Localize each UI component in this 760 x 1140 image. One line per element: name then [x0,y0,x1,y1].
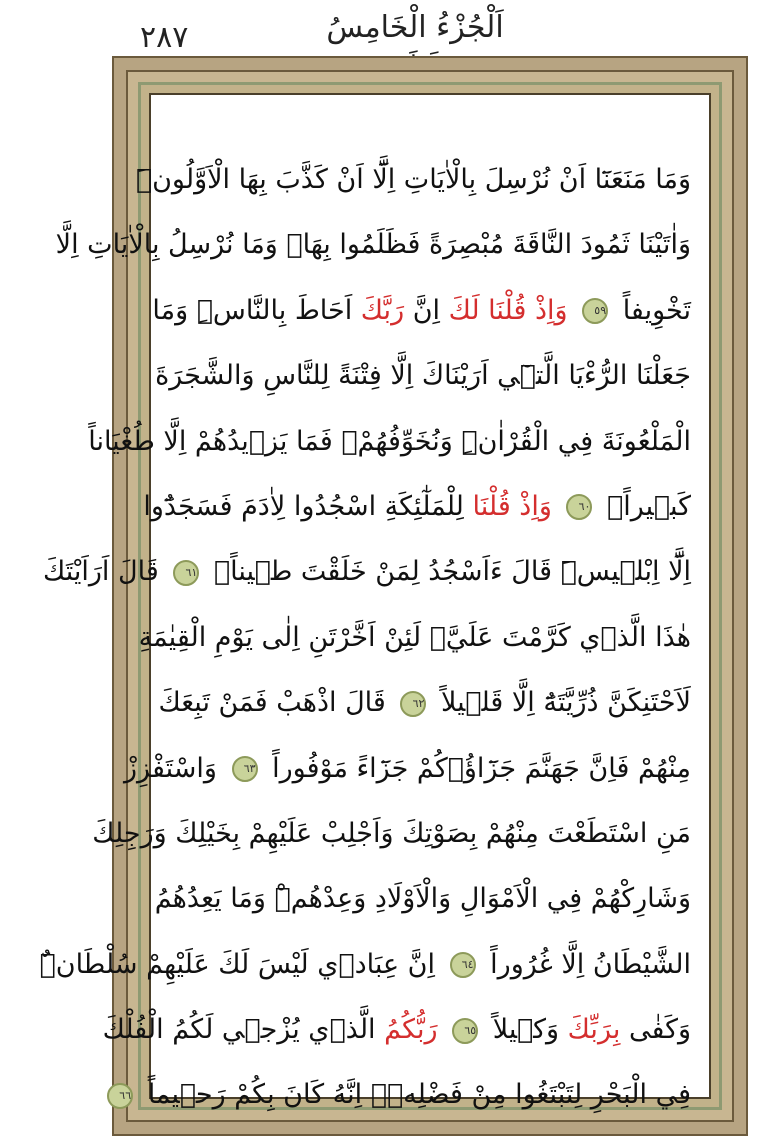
verse-text: جَعَلْنَا الرُّءْيَا الَّت۪ٓي اَرَيْنَاكَ اِلَّا فِتْنَةً لِلنَّاسِ وَالشَّجَرَةَ [155,360,691,392]
verse-text: مَنِ اسْتَطَعْتَ مِنْهُمْ بِصَوْتِكَ وَاَجْلِبْ عَلَيْهِمْ بِخَيْلِكَ وَرَجِلِكَ [92,817,691,849]
verse-text: وَكَفٰى [620,1014,691,1046]
ayah-number-marker: ٦٢ [400,691,426,717]
frame-gold-border [39,70,734,1122]
verse-lines [39,147,691,1128]
verse-text: وَشَارِكْهُمْ فِي الْاَمْوَالِ وَالْاَوْلَادِ وَعِدْهُمْۜ وَمَا يَعِدُهُمُ [154,883,691,915]
verse-text: الَّذ۪ي يُزْج۪ي لَكُمُ الْفُلْكَ [102,1014,385,1046]
verse-text: تَخْوِيفاً [614,294,691,326]
verse-line [92,801,691,866]
verse-text: الْمَلْعُونَةَ فِي الْقُرْاٰنِۜ وَنُخَوِّفُهُمْۙ فَمَا يَز۪يدُهُمْ اِلَّا طُغْيَاناً [88,425,691,457]
highlighted-text: بِرَبِّكَ [567,1014,621,1046]
verse-line [55,212,691,277]
verse-text: لَاَحْتَنِكَنَّ ذُرِّيَّتَهُٓ اِلَّا قَل۪يلاً [432,687,691,719]
page-number: ٢٨٧ [140,20,189,55]
verse-line [155,343,691,408]
highlighted-text: وَاِذْ قُلْنَا لَكَ [448,294,577,326]
verse-line [154,866,691,931]
verse-line [39,932,691,997]
verse-line [158,670,691,735]
verse-text: اِنَّ عِبَاد۪ي لَيْسَ لَكَ عَلَيْهِمْ سُلْطَانٌۜ [39,948,444,980]
verse-line [102,997,691,1062]
verse-text: مِنْهُمْ فَاِنَّ جَهَنَّمَ جَزَٓاؤُ۬كُمْ جَزَٓاءً مَوْفُوراً [263,752,691,784]
ayah-number-marker: ٦٣ [232,756,258,782]
verse-line [135,147,691,212]
verse-line [88,409,691,474]
verse-text: الشَّيْطَانُ اِلَّا غُرُوراً [481,948,691,980]
verse-line [152,278,691,343]
verse-text: وَمَا مَنَعَنَٓا اَنْ نُرْسِلَ بِالْاٰيَاتِ اِلَّٓا اَنْ كَذَّبَ بِهَا الْاَوَّلُونَۜ [135,164,691,195]
verse-text: وَك۪يلاً [484,1014,568,1046]
ayah-number-marker: ٦٤ [450,952,476,978]
frame-green-border [39,82,722,1111]
verse-text: قَالَ اذْهَبْ فَمَنْ تَبِعَكَ [158,687,395,719]
highlighted-text: رَبَّكَ [360,294,405,326]
ayah-number-marker: ٥٩ [582,298,608,324]
verse-text: وَاٰتَيْنَا ثَمُودَ النَّاقَةَ مُبْصِرَةً فَظَلَمُوا بِهَاۜ وَمَا نُرْسِلُ بِالْاٰيَاتِ اِلَّا [55,229,691,261]
highlighted-text: رَبُّكُمُ [384,1014,447,1046]
verse-text: وَاسْتَفْزِزْ [124,752,226,784]
ayah-number-marker: ٦٥ [452,1018,478,1044]
text-panel [39,93,711,1111]
verse-text: اِلَّٓا اِبْل۪يسَۜ قَالَ ءَاَسْجُدُ لِمَنْ خَلَقْتَ ط۪يناًۚ [205,556,691,588]
ayah-number-marker: ٦٠ [566,494,592,520]
verse-line [124,736,691,801]
verse-text: هٰذَا الَّذ۪ي كَرَّمْتَ عَلَيَّۘ لَئِنْ اَخَّرْتَنِ اِلٰى يَوْمِ الْقِيٰمَةِ [138,621,691,653]
verse-line [138,605,691,670]
verse-text: لِلْمَلٰٓئِكَةِ اسْجُدُوا لِاٰدَمَ فَسَجَدُٓوا [143,490,473,522]
highlighted-text: وَاِذْ قُلْنَا [472,490,561,522]
verse-text: اِنَّ [404,294,449,326]
verse-line [119,1062,691,1127]
page-frame [39,56,748,1136]
verse-line [143,474,691,539]
ayah-number-marker: ٦٦ [107,1083,133,1109]
verse-text: قَالَ اَرَاَيْتَكَ [42,556,168,588]
verse-text: كَب۪يراً۟ [598,490,691,522]
verse-line [42,539,691,604]
juz-title: اَلْجُزْءُ الْخَامِسُ [326,10,504,45]
ayah-number-marker: ٦١ [173,560,199,586]
verse-text: فِي الْبَحْرِ لِتَبْتَغُوا مِنْ فَضْلِه۪ۜ اِنَّهُ كَانَ بِكُمْ رَح۪يماً [139,1079,691,1111]
verse-text: اَحَاطَ بِالنَّاسِۜ وَمَا [152,294,361,326]
